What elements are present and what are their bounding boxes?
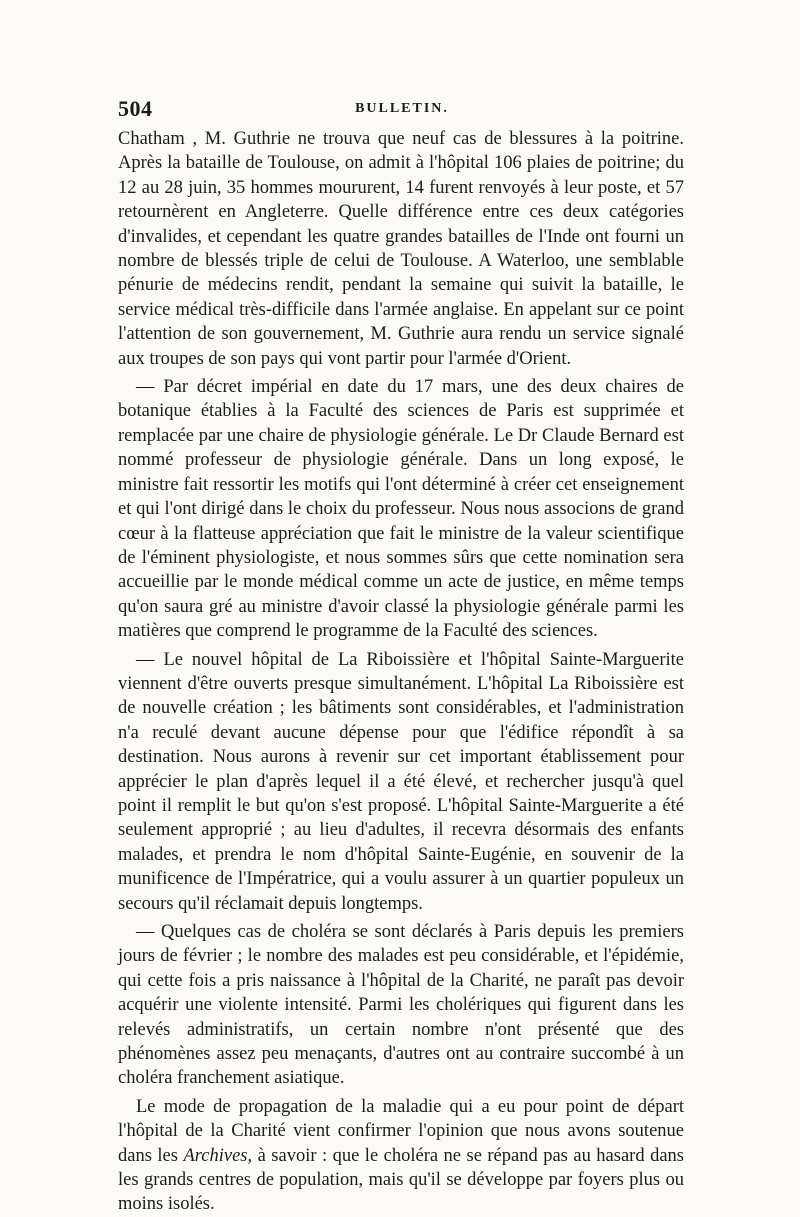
archives-title: Archives	[183, 1145, 248, 1166]
paragraph-decret-physiologie: — Par décret impérial en date du 17 mars, une des deux chaires de botanique établies à la Faculté des sciences de Paris est supprimée et remplacée par une chaire de physiologie générale. Le Dr Claude Bernard est nommé professeur de physiologie générale. Dans un long exposé, le ministre fait ressortir les motifs qui l'ont déterminé à créer cet enseignement et qui l'ont dirigé dans le choix du professeur. Nous nous associons de grand cœur à la flatteuse appréciation que fait le ministre de la valeur scientifique de l'éminent physiologiste, et nous sommes sûrs que cette nomination sera accueillie par le monde médical comme un acte de justice, en même temps qu'on saura gré au ministre d'avoir classé la physiologie générale parmi les matières que comprend le programme de la Faculté des sciences.	[118, 377, 684, 642]
paragraph-propagation	[118, 1095, 684, 1217]
paragraph-propagation-text-a: Le mode de propagation de la maladie qui a eu pour point de départ l'hôpital de la Charité vient confirmer l'opinion que nous avons soutenue dans les	[118, 1096, 684, 1166]
page-header	[118, 96, 686, 126]
paragraph-cholera: — Quelques cas de choléra se sont déclarés à Paris depuis les premiers jours de février ; le nombre des malades est peu considérable, et l'épidémie, qui cette fois a pris naissance à l'hôpital de la Charité, ne paraît pas devoir acquérir une violente intensité. Parmi les cholériques qui figurent dans les relevés administratifs, un certain nombre n'ont présenté que des phénomènes assez peu menaçants, d'autres ont au contraire succombé à un choléra franchement asiatique.	[118, 922, 684, 1089]
article-body	[118, 127, 684, 1217]
paragraph-propagation-text-b: , à savoir : que le choléra ne se répand pas au hasard dans les grands centres de population, mais qu'il se développe par foyers plus ou moins isolés.	[118, 1145, 684, 1215]
paragraph-guthrie: Chatham , M. Guthrie ne trouva que neuf cas de blessures à la poitrine. Après la bataille de Toulouse, on admit à l'hôpital 106 plaies de poitrine; du 12 au 28 juin, 35 hommes moururent, 14 furent renvoyés à leur poste, et 57 retournèrent en Angleterre. Quelle différence entre ces deux catégories d'invalides, et cependant les quatre grandes batailles de l'Inde ont fourni un nombre de blessés triple de celui de Toulouse. A Waterloo, une semblable pénurie de médecins rendit, pendant la semaine qui suivit la bataille, le service médical très-difficile dans l'armée anglaise. En appelant sur ce point l'attention de son gouvernement, M. Guthrie aura rendu un service signalé aux troupes de son pays qui vont partir pour l'armée d'Orient.	[118, 129, 684, 369]
running-title: BULLETIN.	[355, 101, 449, 116]
paragraph-hopitaux: — Le nouvel hôpital de La Riboissière et l'hôpital Sainte-Marguerite viennent d'être ouverts presque simultanément. L'hôpital La Riboissière est de nouvelle création ; les bâtiments sont considérables, et l'administration n'a reculé devant aucune dépense pour que l'édifice répondît à sa destination. Nous aurons à revenir sur cet important établissement pour apprécier le plan d'après lequel il a été élevé, et rechercher jusqu'à quel point il remplit le but qu'on s'est proposé. L'hôpital Sainte-Marguerite a été seulement approprié ; au lieu d'adultes, il recevra désormais des enfants malades, et prendra le nom d'hôpital Sainte-Eugénie, en souvenir de la munificence de l'Impératrice, qui a voulu assurer à un quartier populeux un secours qu'il réclamait depuis longtemps.	[118, 649, 684, 914]
page-number: 504	[118, 96, 153, 121]
